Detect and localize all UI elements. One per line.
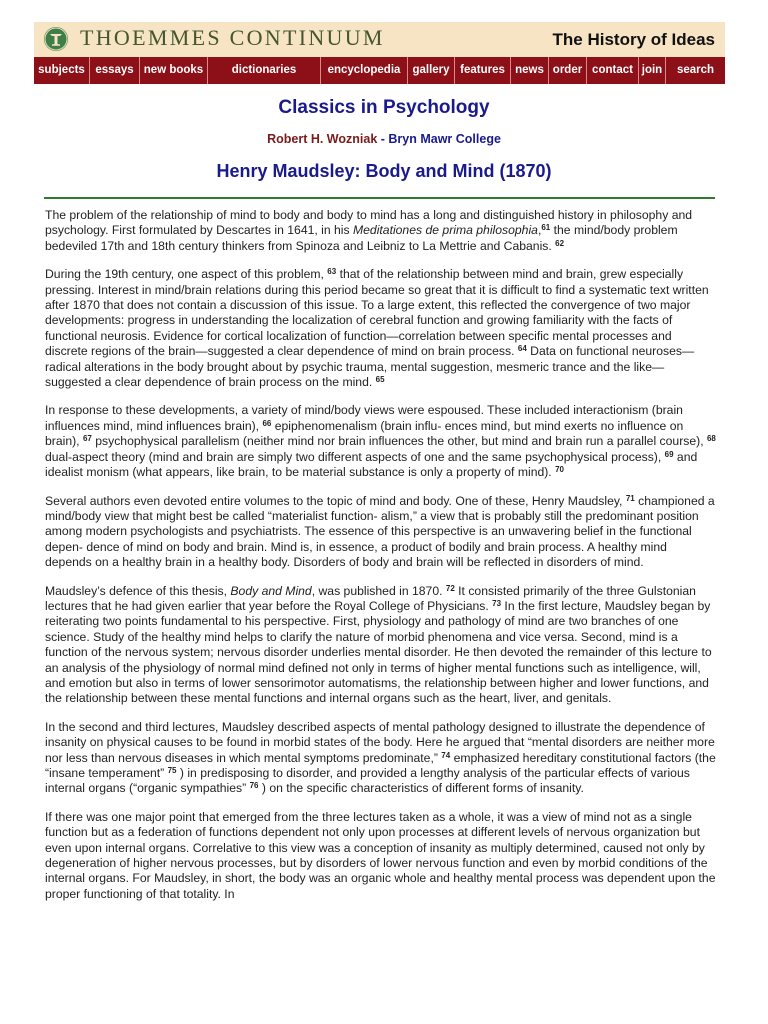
byline [0, 132, 768, 146]
text-run: dual-aspect theory (mind and brain are simply two different aspects of one and the same psychophysical process), [45, 449, 665, 464]
body-paragraph [45, 810, 717, 902]
site-banner [34, 22, 725, 58]
text-run: It consisted primarily of the three Gulstonian lectures that he had given earlier that year before the Royal College of Physicians. [45, 583, 696, 613]
italic-title: Meditationes de prima philosophia [352, 223, 538, 238]
text-run: Maudsley’s defence of this thesis, [45, 583, 231, 598]
footnote-ref[interactable]: 74 [441, 750, 451, 760]
text-run: During the 19th century, one aspect of this problem, [45, 267, 328, 282]
text-run: If there was one major point that emerged from the three lectures taken as a whole, it was a view of mind not as a single function but as a federation of functions dependent not only upon processes at different levels of nervous organization but even upon internal organs. Correlative to this view was a conception of insanity as multiply determined, caused not only by degeneration of higher nervous processes, but by disorders of lower nervous function and even by morbid conditions of the internal organs. For Maudsley, in short, the body was an organic whole and healthy mental process was dependent upon the proper functioning of that totality. In [45, 809, 716, 901]
nav-contact[interactable]: contact [587, 57, 639, 84]
footnote-ref[interactable]: 71 [625, 493, 635, 503]
footnote-ref[interactable]: 61 [541, 223, 551, 233]
footnote-ref[interactable]: 63 [327, 267, 337, 277]
text-run: epiphenomenalism (brain influ- ences mind, but mind exerts no influence on brain), [45, 418, 684, 449]
text-run: psychophysical parallelism (neither mind nor brain influences the other, but mind and brain run a parallel course), [91, 434, 707, 449]
text-run: In the first lecture, Maudsley began by reiterating two points fundamental to his perspective. First, physiology and pathology of mind are two branches of one science. Study of the healthy mind helps to clarify the nature of morbid phenomena and vice versa. Second, mind is a function of the nervous system; nervous disorder underlies mental disorder. He then devoted the remainder of this lecture to an analysis of the physiology of normal mind defined not only in terms of higher mental functions such as intelligence, will, and emotion but also in terms of lower sensorimotor automatisms, the relationship between higher and lower functions, and the relationship between these mental functions and internal organs such as the heart, liver, and genitals. [45, 598, 712, 706]
text-run: that of the relationship between mind and brain, grew especially pressing. Interest in mind/brain relations during this period became so great that it is difficult to find a systematic text written after 1870 that does not contain a discussion of this issue. To a large extent, this reflected the convergence of two major developments: progress in understanding the localization of cerebral function and growing familiarity with the facts of functional neurosis. Evidence for cortical localization of function—correlation between specific mental processes and discrete regions of the brain—suggested a clear dependence of mind on brain process. [45, 267, 709, 359]
tree-emblem-icon[interactable] [44, 27, 68, 51]
body-paragraph [45, 494, 717, 571]
nav-subjects[interactable]: subjects [34, 57, 90, 84]
footnote-ref[interactable]: 62 [555, 238, 565, 248]
text-run: , [537, 223, 542, 238]
author-name: Robert H. Wozniak [267, 132, 378, 146]
nav-new-books[interactable]: new books [140, 57, 208, 84]
footnote-ref[interactable]: 65 [375, 375, 385, 385]
italic-title: Body and Mind [230, 583, 312, 598]
author-affiliation: Bryn Mawr College [388, 132, 501, 146]
article-body [45, 208, 717, 915]
nav-search[interactable]: search [676, 64, 715, 76]
text-run: , was published in 1870. [311, 583, 446, 598]
text-run: In the second and third lectures, Maudsley described aspects of mental pathology designed to illustrate the dependence of insanity on physical causes to be found in morbid states of the body. Here he argued that “mental disorders are neither more nor less than nervous diseases in which mental symptoms predominate,” [45, 719, 715, 765]
text-run: The problem of the relationship of mind to body and body to mind has a long and distinguished history in philosophy and psychology. First formulated by Descartes in 1641, in his [45, 208, 693, 238]
body-paragraph [45, 720, 717, 797]
footnote-ref[interactable]: 73 [492, 598, 502, 608]
footnote-ref[interactable]: 76 [249, 781, 259, 791]
text-run: and idealist monism (what appears, like brain, to be material substance is only a property of mind). [45, 449, 698, 480]
site-tagline: The History of Ideas [552, 30, 715, 49]
nav-features[interactable]: features [455, 57, 511, 84]
text-run: ) in predisposing to disorder, and provided a lengthy analysis of the particular effects of various internal organs (“organic sympathies” [45, 766, 690, 796]
footnote-ref[interactable]: 67 [82, 434, 92, 444]
body-paragraph [45, 403, 717, 480]
title-divider [44, 197, 715, 199]
text-run: championed a mind/body view that might best be called “materialist function- alism,” a view that is probably still the predominant position among modern psychologists and psychiatrists. The essence of this perspective is an unwavering belief in the functional depen- dence of mind on body and brain. Mind is, in essence, a product of bodily and brain process. A healthy mind depends on a healthy brain in a healthy body. Disorders of body and brain will be reflected in disorders of mind. [45, 493, 715, 570]
nav-join[interactable]: join [639, 57, 666, 84]
text-run: ) on the specific characteristics of different forms of insanity. [258, 781, 584, 796]
nav-order[interactable]: order [549, 57, 587, 84]
nav-dictionaries[interactable]: dictionaries [208, 57, 321, 84]
text-run: the mind/body problem bedeviled 17th and 18th century thinkers from Spinoza and Leibniz to La Mettrie and Cabanis. [45, 223, 678, 253]
footnote-ref[interactable]: 69 [664, 449, 674, 459]
nav-gallery[interactable]: gallery [408, 57, 455, 84]
body-paragraph [45, 584, 717, 707]
footnote-ref[interactable]: 66 [262, 418, 272, 428]
footnote-ref[interactable]: 75 [167, 766, 177, 775]
text-run: emphasized hereditary constitutional factors (the “insane temperament” [45, 750, 716, 780]
byline-separator: - [377, 132, 389, 146]
site-brand[interactable]: THOEMMES CONTINUUM [80, 25, 385, 50]
text-run: Several authors even devoted entire volumes to the topic of mind and body. One of these, Henry Maudsley, [45, 493, 626, 508]
footnote-ref[interactable]: 72 [445, 583, 455, 593]
nav-encyclopedia[interactable]: encyclopedia [321, 57, 408, 84]
nav-essays[interactable]: essays [90, 57, 140, 84]
footnote-ref[interactable]: 68 [706, 434, 716, 444]
body-paragraph [45, 267, 717, 390]
text-run: In response to these developments, a variety of mind/body views were espoused. These included interactionism (brain influences mind, mind influences brain), [45, 403, 683, 433]
text-run: Data on functional neuroses—radical alterations in the body brought about by psychic trauma, mental suggestion, mesmeric trance and the like— suggested a clear dependence of brain process on the mind. [45, 344, 695, 390]
main-nav [34, 57, 725, 84]
article-title: Henry Maudsley: Body and Mind (1870) [216, 161, 552, 181]
footnote-ref[interactable]: 70 [555, 465, 564, 475]
nav-news[interactable]: news [511, 57, 549, 84]
body-paragraph [45, 208, 717, 254]
footnote-ref[interactable]: 64 [517, 344, 527, 354]
page-title: Classics in Psychology [278, 97, 490, 118]
